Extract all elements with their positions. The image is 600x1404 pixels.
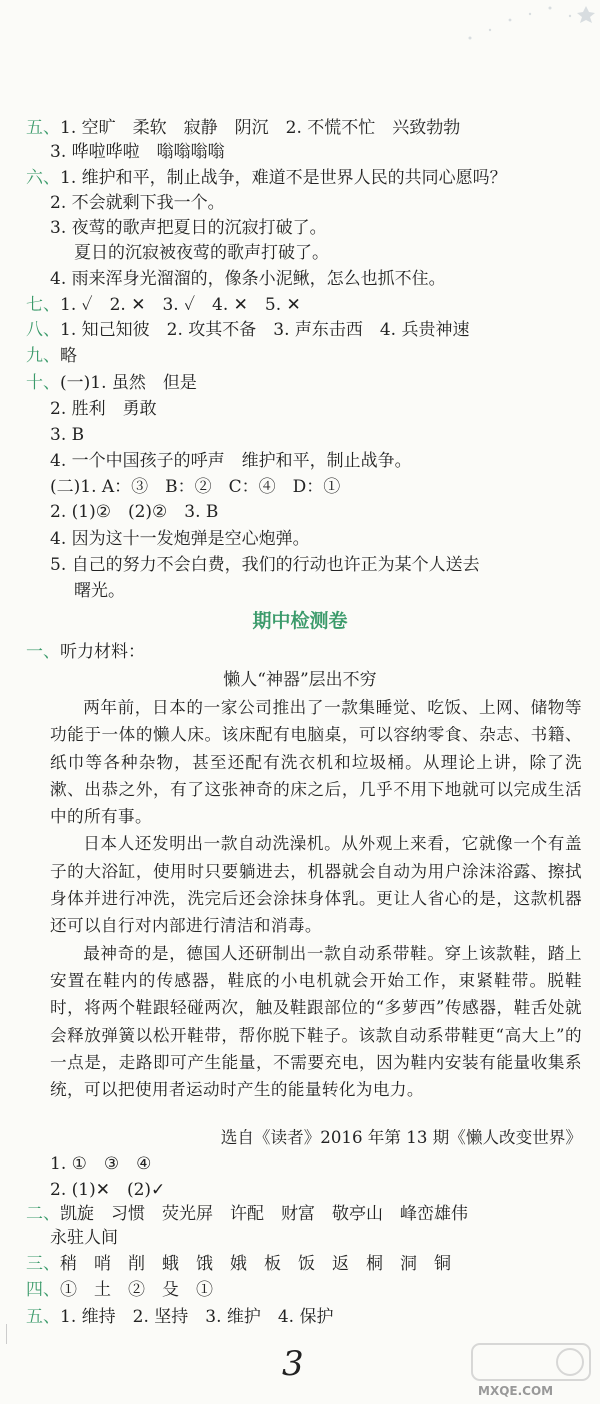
decorative-stars-icon xyxy=(450,0,600,50)
answer-line: 3. 哗啦哗啦 嗡嗡嗡嗡 xyxy=(50,142,225,162)
section-number: 五、 xyxy=(26,1307,60,1327)
answer-line: 2. 不会就剩下我一个。 xyxy=(50,193,225,213)
answer-line: 三、稍 哨 削 蛾 饿 娥 板 饭 返 桐 洞 铜 xyxy=(26,1254,451,1274)
section-number: 一、 xyxy=(26,642,60,662)
section-number: 三、 xyxy=(26,1254,60,1274)
section-number: 十、 xyxy=(26,373,60,393)
answer-line: 十、(一)1. 虽然 但是 xyxy=(26,373,197,393)
article-body xyxy=(50,694,582,1103)
answer-line: 5. 自己的努力不会白费，我们的行动也许正为某个人送去 xyxy=(50,555,480,575)
answer-line: 曙光。 xyxy=(74,581,125,601)
page-number: 3 xyxy=(282,1344,304,1384)
section-number: 五、 xyxy=(26,118,60,138)
answer-line: 九、略 xyxy=(26,346,77,366)
answer-line: 六、1. 维护和平，制止战争，难道不是世界人民的共同心愿吗？ xyxy=(26,168,507,188)
answer-line: 3. 夜莺的歌声把夏日的沉寂打破了。 xyxy=(50,218,327,238)
section-number: 四、 xyxy=(26,1280,60,1300)
answer-line: 二、凯旋 习惯 荧光屏 许配 财富 敬亭山 峰峦雄伟 xyxy=(26,1204,468,1224)
answer-line: 4. 一个中国孩子的呼声 维护和平，制止战争。 xyxy=(50,451,412,471)
answer-line: 4. 因为这十一发炮弹是空心炮弹。 xyxy=(50,529,310,549)
article-paragraph: 两年前，日本的一家公司推出了一款集睡觉、吃饭、上网、储物等功能于一体的懒人床。该床配有电脑桌，可以容纳零食、杂志、书籍、纸巾等各种杂物，甚至还配有洗衣机和垃圾桶。从理论上讲，除了洗漱、出恭之外，有了这张神奇的床之后，几乎不用下地就可以完成生活中的所有事。 xyxy=(50,698,582,827)
answer-line: 4. 雨来浑身光溜溜的，像条小泥鳅，怎么也抓不住。 xyxy=(50,269,446,289)
section-title: 期中检测卷 xyxy=(252,610,348,632)
answer-line: 2. (1)② (2)② 3. B xyxy=(50,502,219,522)
answer-line: 五、1. 维持 2. 坚持 3. 维护 4. 保护 xyxy=(26,1307,334,1327)
answer-line: 夏日的沉寂被夜莺的歌声打破了。 xyxy=(74,243,329,263)
answer-line: 1. ① ③ ④ xyxy=(50,1154,152,1174)
section-number: 六、 xyxy=(26,168,60,188)
answer-line: 五、1. 空旷 柔软 寂静 阴沉 2. 不慌不忙 兴致勃勃 xyxy=(26,118,461,138)
article-paragraph: 日本人还发明出一款自动洗澡机。从外观上来看，它就像一个有盖子的大浴缸，使用时只要躺进去，机器就会自动为用户涂沫浴露、擦拭身体并进行冲洗，洗完后还会涂抹身体乳。更让人省心的是，这款机器还可以自行对内部进行清洁和消毒。 xyxy=(50,834,582,936)
watermark-text: MXQE.COM xyxy=(478,1384,554,1398)
answer-line: 2. (1)✕ (2)✓ xyxy=(50,1180,166,1200)
section-number: 九、 xyxy=(26,346,60,366)
answer-line: 七、1. ✓ 2. ✕ 3. ✓ 4. ✕ 5. ✕ xyxy=(26,295,301,315)
margin-rule xyxy=(6,1324,15,1344)
answer-line: 一、听力材料： xyxy=(26,642,145,662)
answer-line: 八、1. 知己知彼 2. 攻其不备 3. 声东击西 4. 兵贵神速 xyxy=(26,320,470,340)
answer-line: (二)1. A：③ B：② C：④ D：① xyxy=(50,477,341,497)
article-title: 懒人“神器”层出不穷 xyxy=(223,670,377,690)
article-source: 选自《读者》2016 年第 13 期《懒人改变世界》 xyxy=(220,1128,582,1147)
article-paragraph: 最神奇的是，德国人还研制出一款自动系带鞋。穿上该款鞋，踏上安置在鞋内的传感器，鞋底的小电机就会开始工作，束紧鞋带。脱鞋时，将两个鞋跟轻碰两次，触及鞋跟部位的“多萝西”传感器，鞋舌处就会释放弹簧以松开鞋带，帮你脱下鞋子。该款自动系带鞋更“高大上”的一点是，走路即可产生能量，不需要充电，因为鞋内安装有能量收集系统，可以把使用者运动时产生的能量转化为电力。 xyxy=(50,943,582,1100)
section-number: 七、 xyxy=(26,295,60,315)
answer-line: 永驻人间 xyxy=(50,1228,118,1248)
answer-line: 四、① 土 ② 殳 ① xyxy=(26,1280,213,1300)
section-number: 二、 xyxy=(26,1204,60,1224)
answer-line: 3. B xyxy=(50,425,85,445)
answer-line: 2. 胜利 勇敢 xyxy=(50,399,157,419)
section-number: 八、 xyxy=(26,320,60,340)
